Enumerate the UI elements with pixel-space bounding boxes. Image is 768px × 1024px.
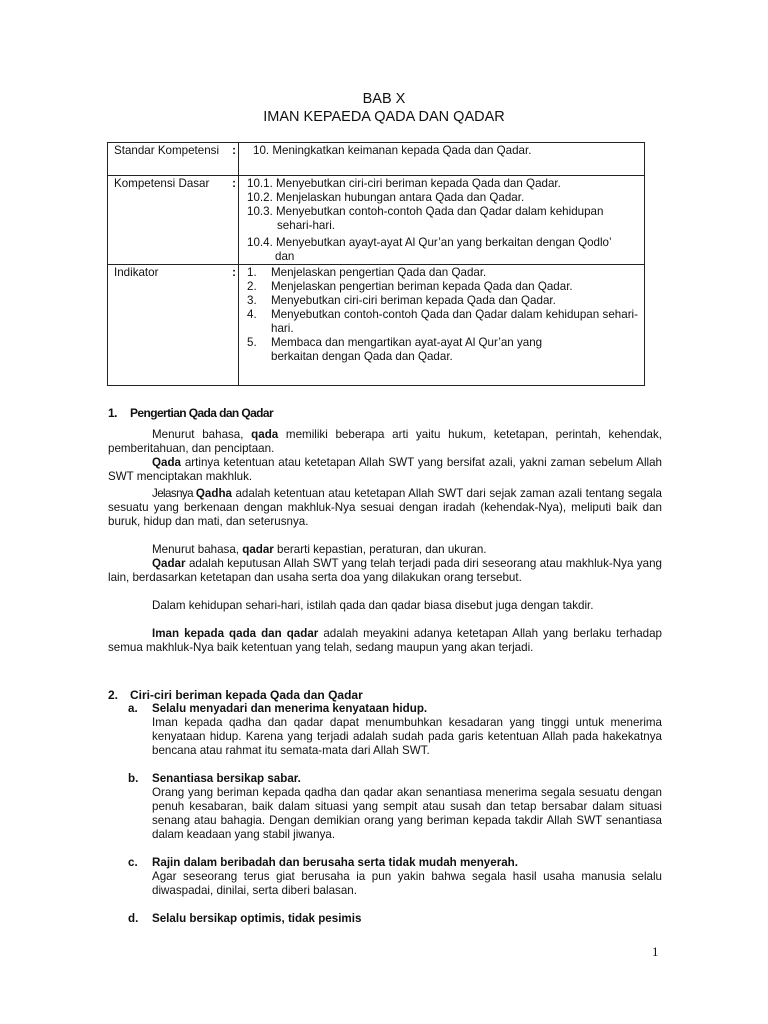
table-row — [108, 176, 645, 265]
competency-table — [107, 142, 645, 386]
section-heading: 2. Ciri-ciri beriman kepada Qada dan Qadar — [108, 688, 363, 702]
basic-competency-line: 10.2. Menjelaskan hubungan antara Qada dan Qadar. — [247, 191, 525, 204]
basic-competency-line: 10.3. Menyebutkan contoh-contoh Qada dan Qadar dalam kehidupan — [247, 205, 604, 218]
row-label: Indikator — [114, 266, 159, 279]
table-row — [108, 265, 645, 386]
sub-heading: b. Senantiasa bersikap sabar. — [128, 772, 301, 785]
list-item: 1. Menjelaskan pengertian Qada dan Qadar. — [247, 266, 487, 279]
paragraph: Qada artinya ketentuan atau ketetapan Allah SWT yang bersifat azali, yakni zaman sebelum Allah SWT menciptakan makhluk. — [108, 456, 662, 483]
indicator-list — [247, 265, 638, 364]
row-colon: : — [232, 177, 236, 190]
list-item: 2. Menjelaskan pengertian beriman kepada Qada dan Qadar. — [247, 280, 573, 293]
basic-competency-line: 10.1. Menyebutkan ciri-ciri beriman kepada Qada dan Qadar. — [247, 177, 561, 190]
chapter-label: BAB X — [362, 91, 406, 107]
basic-competency-line: sehari-hari. — [277, 219, 335, 232]
sub-heading: a. Selalu menyadari dan menerima kenyataan hidup. — [128, 702, 428, 715]
row-colon: : — [232, 266, 236, 279]
sub-body: Agar seseorang terus giat berusaha ia pun yakin bahwa segala hasil usaha manusia selalu diwaspadai, dinilai, serta diberi balasan. — [152, 870, 662, 897]
page-number: 1 — [652, 944, 659, 959]
row-label: Kompetensi Dasar — [114, 177, 210, 190]
sub-body: Iman kepada qadha dan qadar dapat menumbuhkan kesadaran yang tinggi untuk menerima kenyataan hidup. Karena yang terjadi adalah sudah pada garis ketentuan Allah pada hakekatnya bencana atau rahmat itu semata-mata dari Allah SWT. — [152, 716, 662, 757]
sub-heading: d. Selalu bersikap optimis, tidak pesimis — [128, 912, 362, 925]
row-label: Standar Kompetensi — [114, 144, 220, 157]
paragraph: Jelasnya Qadha adalah ketentuan atau ketetapan Allah SWT dari sejak zaman azali tentang segala sesuatu yang berkenaan dengan makhluk-Nya sesuai dengan iradah (kehendak-Nya), meliputi baik dan buruk, hidup dan mati, dan seterusnya. — [108, 487, 662, 528]
section-1 — [108, 406, 662, 655]
section-heading: 1. Pengertian Qada dan Qadar — [108, 406, 274, 420]
paragraph: Iman kepada qada dan qadar adalah meyakini adanya ketetapan Allah yang berlaku terhadap semua makhluk-Nya baik ketentuan yang telah, sedang maupun yang akan terjadi. — [108, 627, 662, 654]
table-row — [108, 143, 645, 176]
sub-heading: c. Rajin dalam beribadah dan berusaha serta tidak mudah menyerah. — [128, 856, 518, 869]
basic-competency-line: dan — [275, 250, 295, 263]
paragraph: Dalam kehidupan sehari-hari, istilah qada dan qadar biasa disebut juga dengan takdir. — [152, 599, 594, 612]
paragraph: Menurut bahasa, qadar berarti kepastian, peraturan, dan ukuran. — [152, 543, 487, 556]
sub-body: Orang yang beriman kepada qadha dan qadar akan senantiasa menerima segala sesuatu dengan penuh kesabaran, baik dalam situasi yang sempit atau susah dan tetap bersabar dalam situasi senang atau bahagia. Dengan demikian orang yang beriman kepada takdir Allah SWT senantiasa dalam keadaan yang stabil jiwanya. — [152, 786, 662, 841]
row-colon: : — [232, 144, 236, 157]
standard-text: 10. Meningkatkan keimanan kepada Qada dan Qadar. — [253, 144, 532, 157]
basic-competency-line: 10.4. Menyebutkan ayayt-ayat Al Qur’an yang berkaitan dengan Qodlo’ — [247, 236, 612, 249]
section-2 — [108, 688, 662, 926]
paragraph: Menurut bahasa, qada memiliki beberapa arti yaitu hukum, ketetapan, perintah, kehendak, pemberitahuan, dan penciptaan. — [108, 428, 662, 455]
list-item: 3. Menyebutkan ciri-ciri beriman kepada Qada dan Qadar. — [247, 294, 556, 307]
chapter-title: IMAN KEPAEDA QADA DAN QADAR — [263, 109, 505, 125]
list-item: 4. Menyebutkan contoh-contoh Qada dan Qadar dalam kehidupan sehari-hari. — [247, 308, 638, 335]
list-item: 5. Membaca dan mengartikan ayat-ayat Al Qur’an yang berkaitan dengan Qada dan Qadar. — [247, 336, 543, 363]
paragraph: Qadar adalah keputusan Allah SWT yang telah terjadi pada diri seseorang atau makhluk-Nya yang lain, berdasarkan ketetapan dan usaha serta doa yang dilakukan orang tersebut. — [108, 557, 662, 584]
